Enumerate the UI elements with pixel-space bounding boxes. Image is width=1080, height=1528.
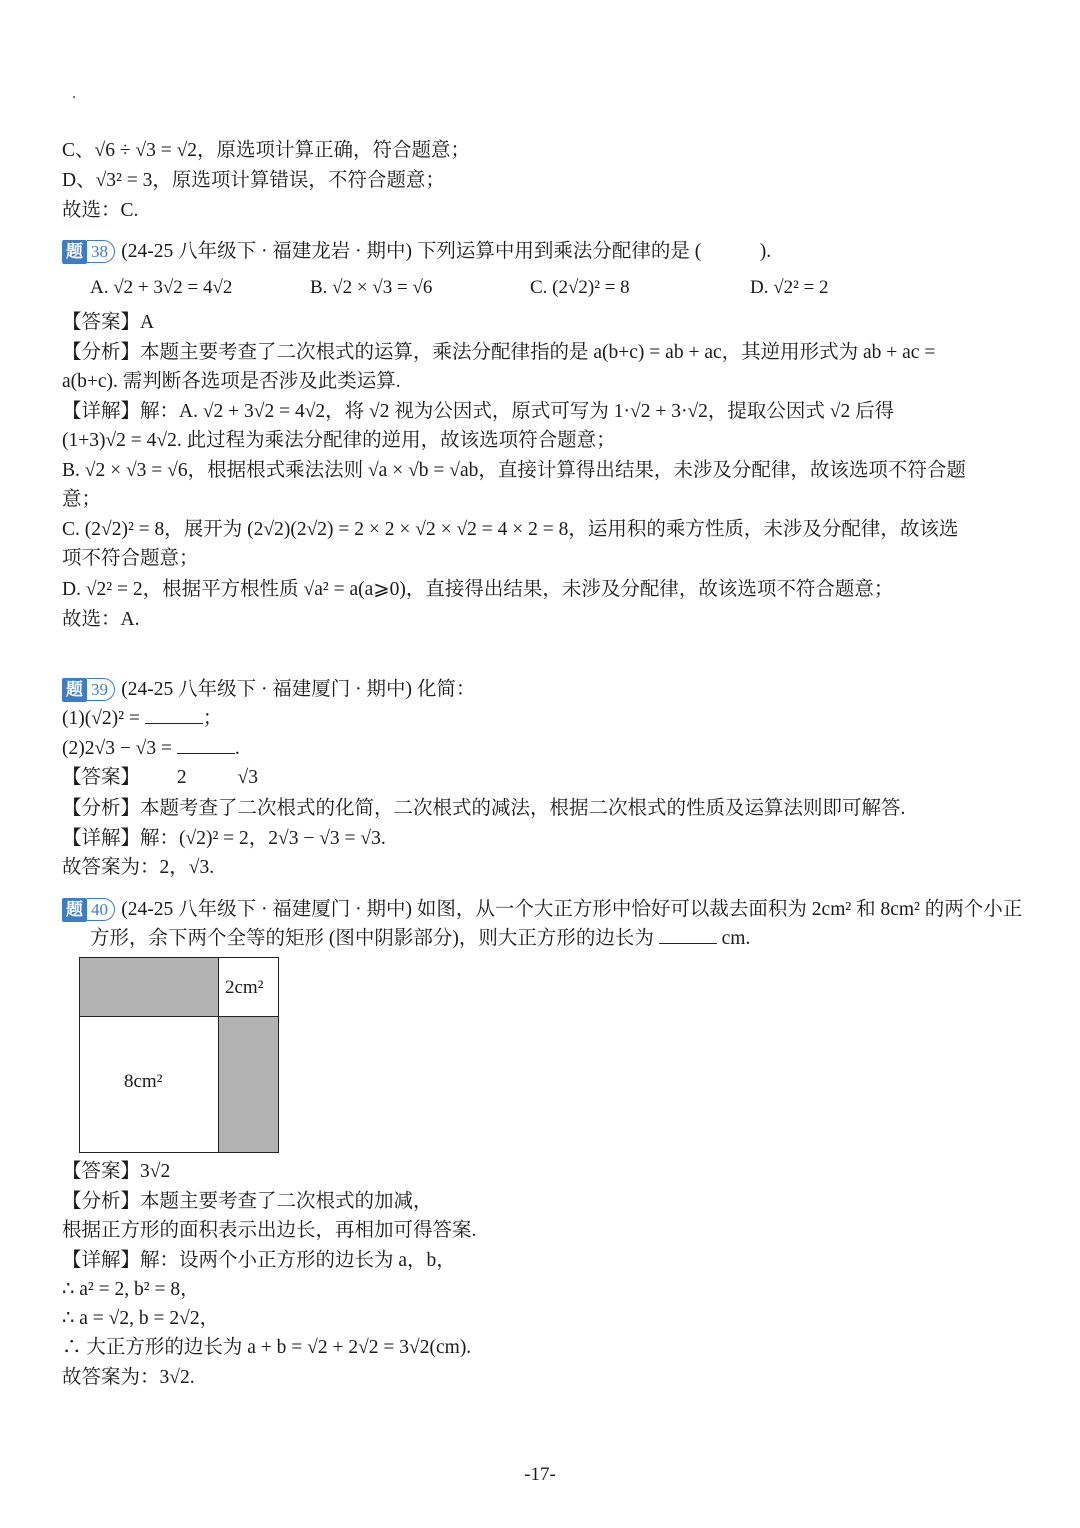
q38-option-a: A. √2 + 3√2 = 4√2: [90, 277, 233, 298]
figure-label-large: 8cm²: [124, 1071, 163, 1092]
q38-number-badge: 题 38: [62, 240, 115, 264]
q39-answer: 【答案】 2 √3: [62, 764, 1020, 792]
q39-answer-1: 2: [176, 767, 187, 788]
q39-blank-1[interactable]: [145, 705, 203, 724]
q40-stem-line-1: [62, 895, 1023, 924]
q38-stem-line: [62, 237, 1020, 266]
q38-stem: (24-25 八年级下 · 福建龙岩 · 期中) 下列运算中用到乘法分配律的是 ( ).: [121, 241, 772, 262]
q39-part-2: (2)2√3 − √3 = .: [62, 735, 1020, 763]
figure-label-small: 2cm²: [225, 977, 264, 998]
q40-stem-1: (24-25 八年级下 · 福建厦门 · 期中) 如图，从一个大正方形中恰好可以裁去面积为 2cm² 和 8cm² 的两个小正: [121, 899, 1023, 920]
q38-option-d: D. √2² = 2: [750, 277, 829, 298]
q38-detail-2: (1+3)√2 = 4√2. 此过程为乘法分配律的逆用，故该选项符合题意；: [62, 430, 616, 451]
q39-answer-2: √3: [237, 767, 258, 788]
q38-detail-1: 【详解】解：A. √2 + 3√2 = 4√2，将 √2 视为公因式，原式可写为 1·√2 + 3·√2，提取公因式 √2 后得: [62, 401, 895, 422]
q38-detail-3: B. √2 × √3 = √6，根据根式乘法法则 √a × √b = √ab，直接计算得出结果，未涉及分配律，故该选项不符合题: [62, 460, 966, 481]
q40-number-badge: 题 40: [62, 898, 115, 922]
q40-answer: 【答案】3√2: [62, 1161, 171, 1182]
q40-detail-4: ∴ 大正方形的边长为 a + b = √2 + 2√2 = 3√2(cm).: [62, 1337, 472, 1358]
q38-analysis-1: 【分析】本题主要考查了二次根式的运算，乘法分配律指的是 a(b+c) = ab + ac，其逆用形式为 ab + ac =: [62, 342, 936, 363]
figure-shaded-rect-top: [79, 957, 219, 1017]
q39-number-badge: 题 39: [62, 678, 115, 702]
q39-final: 故答案为：2，√3.: [62, 857, 215, 878]
q40-detail-1: 【详解】解：设两个小正方形的边长为 a，b，: [62, 1250, 456, 1271]
q40-detail-2: ∴ a² = 2, b² = 8，: [62, 1279, 200, 1300]
q40-detail-3: ∴ a = √2, b = 2√2，: [62, 1308, 220, 1329]
q38-detail-5: C. (2√2)² = 8，展开为 (2√2)(2√2) = 2 × 2 × √2 × √2 = 4 × 2 = 8，运用积的乘方性质，未涉及分配律，故该选: [62, 519, 959, 540]
q40-analysis-1: 【分析】本题主要考查了二次根式的加减，: [62, 1191, 433, 1212]
prev-answer: 故选：C.: [62, 200, 139, 221]
q39-analysis: 【分析】本题考查了二次根式的化简，二次根式的减法，根据二次根式的性质及运算法则即可解答.: [62, 798, 906, 819]
q40-figure: [79, 957, 279, 1153]
page-number: -17-: [524, 1464, 556, 1485]
prev-line-d: D、√3² = 3，原选项计算错误，不符合题意；: [62, 170, 445, 191]
q39-part-1: (1)(√2)² = ；: [62, 705, 1020, 733]
prev-line-c: C、√6 ÷ √3 = √2，原选项计算正确，符合题意；: [62, 140, 471, 161]
q39-detail: 【详解】解：(√2)² = 2，2√3 − √3 = √3.: [62, 828, 386, 849]
q38-detail-8: 故选：A.: [62, 609, 140, 630]
q40-stem-line-2: 方形，余下两个全等的矩形 (图中阴影部分)，则大正方形的边长为 cm.: [90, 925, 1020, 953]
q38-detail-7: D. √2² = 2，根据平方根性质 √a² = a(a⩾0)，直接得出结果，未涉及分配律，故该选项不符合题意；: [62, 579, 894, 600]
q38-detail-4: 意；: [62, 489, 102, 510]
q40-analysis-2: 根据正方形的面积表示出边长，再相加可得答案.: [62, 1220, 477, 1241]
q40-blank[interactable]: [659, 925, 717, 944]
q40-final: 故答案为：3√2.: [62, 1367, 195, 1388]
q39-stem: (24-25 八年级下 · 福建厦门 · 期中) 化简：: [121, 679, 476, 700]
q38-option-b: B. √2 × √3 = √6: [310, 277, 433, 298]
q38-answer: 【答案】A: [62, 312, 155, 333]
header-mark: [73, 96, 75, 98]
q39-blank-2[interactable]: [177, 735, 235, 754]
q39-stem-line: [62, 675, 1020, 704]
figure-shaded-rect-right: [218, 1016, 279, 1153]
q38-detail-6: 项不符合题意；: [62, 548, 199, 569]
q38-analysis-2: a(b+c). 需判断各选项是否涉及此类运算.: [62, 371, 401, 392]
q38-option-c: C. (2√2)² = 8: [530, 277, 630, 298]
